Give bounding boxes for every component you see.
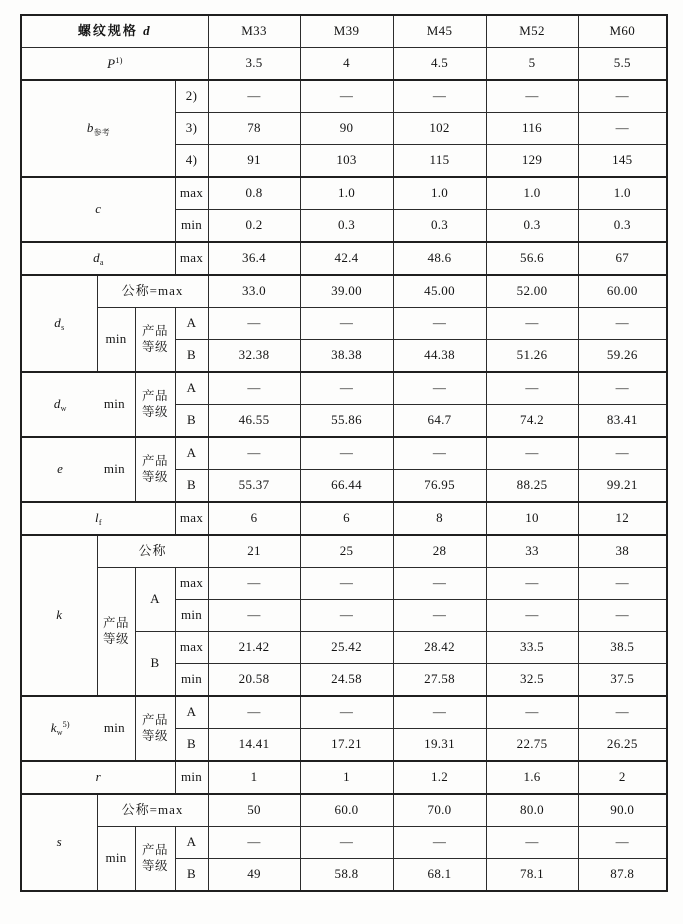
value-cell: 90 — [300, 113, 393, 145]
value-cell: 25 — [300, 535, 393, 568]
param-label-da: $d_a$ — [21, 242, 175, 275]
param-label-r: r — [21, 761, 175, 794]
table-row — [21, 696, 667, 729]
value-cell: 68.1 — [393, 859, 486, 892]
value-cell: 0.3 — [393, 210, 486, 243]
sub-label: max — [175, 177, 208, 210]
value-cell: 0.3 — [578, 210, 667, 243]
value-cell: 116 — [486, 113, 578, 145]
value-cell: — — [486, 308, 578, 340]
value-cell: 1 — [208, 761, 300, 794]
value-cell: — — [300, 568, 393, 600]
value-cell: 88.25 — [486, 470, 578, 503]
spec-col-header: M39 — [300, 15, 393, 48]
value-cell: 6 — [300, 502, 393, 535]
param-label-e: e min — [21, 437, 135, 502]
value-cell: 115 — [393, 145, 486, 178]
value-cell: 5.5 — [578, 48, 667, 81]
value-cell: 56.6 — [486, 242, 578, 275]
value-cell: 90.0 — [578, 794, 667, 827]
table-row — [21, 15, 667, 48]
sub-label-product-grade: 产品 等级 — [135, 308, 175, 373]
value-cell: 32.5 — [486, 664, 578, 697]
param-label-k: k — [21, 535, 97, 696]
value-cell: 21 — [208, 535, 300, 568]
sub-label: A — [175, 308, 208, 340]
value-cell: 48.6 — [393, 242, 486, 275]
sub-label: min — [175, 664, 208, 697]
value-cell: — — [578, 80, 667, 113]
value-cell: 4 — [300, 48, 393, 81]
value-cell: — — [486, 372, 578, 405]
value-cell: 8 — [393, 502, 486, 535]
sub-label: B — [135, 632, 175, 697]
value-cell: 12 — [578, 502, 667, 535]
sub-label: 3) — [175, 113, 208, 145]
value-cell: 83.41 — [578, 405, 667, 438]
value-cell: 1.0 — [486, 177, 578, 210]
sub-label: B — [175, 340, 208, 373]
sub-label-product-grade: 产品 等级 — [135, 437, 175, 502]
table-row — [21, 535, 667, 568]
value-cell: — — [578, 437, 667, 470]
value-cell: — — [393, 80, 486, 113]
value-cell: 87.8 — [578, 859, 667, 892]
value-cell: — — [486, 696, 578, 729]
param-label-ds: $d_s$ — [21, 275, 97, 372]
value-cell: 129 — [486, 145, 578, 178]
value-cell: 2 — [578, 761, 667, 794]
value-cell: 38 — [578, 535, 667, 568]
value-cell: — — [393, 308, 486, 340]
value-cell: 78 — [208, 113, 300, 145]
value-cell: 14.41 — [208, 729, 300, 762]
sub-label: 公称=max — [97, 275, 208, 308]
value-cell: 0.3 — [300, 210, 393, 243]
param-label-s: s — [21, 794, 97, 891]
value-cell: — — [393, 696, 486, 729]
value-cell: 4.5 — [393, 48, 486, 81]
spec-col-header: M52 — [486, 15, 578, 48]
value-cell: 39.00 — [300, 275, 393, 308]
sub-label: min — [97, 827, 135, 892]
value-cell: 3.5 — [208, 48, 300, 81]
value-cell: 1.6 — [486, 761, 578, 794]
table-row — [21, 827, 667, 859]
value-cell: 1.0 — [578, 177, 667, 210]
value-cell: 60.00 — [578, 275, 667, 308]
value-cell: 33.0 — [208, 275, 300, 308]
value-cell: — — [208, 600, 300, 632]
param-label-pitch: $P^{1)}$ — [21, 48, 208, 81]
value-cell: 91 — [208, 145, 300, 178]
value-cell: 66.44 — [300, 470, 393, 503]
value-cell: 36.4 — [208, 242, 300, 275]
value-cell: 145 — [578, 145, 667, 178]
value-cell: — — [486, 568, 578, 600]
value-cell: 33 — [486, 535, 578, 568]
sub-label: A — [135, 568, 175, 632]
spec-col-header: M33 — [208, 15, 300, 48]
sub-label: 4) — [175, 145, 208, 178]
spec-col-header: M60 — [578, 15, 667, 48]
value-cell: 55.86 — [300, 405, 393, 438]
sub-label: max — [175, 502, 208, 535]
value-cell: 46.55 — [208, 405, 300, 438]
value-cell: 37.5 — [578, 664, 667, 697]
value-cell: — — [208, 568, 300, 600]
param-label-b-ref: $b_{参考}$ — [21, 80, 175, 177]
value-cell: 32.38 — [208, 340, 300, 373]
value-cell: — — [393, 372, 486, 405]
spec-table — [20, 14, 668, 892]
value-cell: — — [208, 80, 300, 113]
value-cell: — — [208, 372, 300, 405]
sub-label-product-grade: 产品 等级 — [135, 696, 175, 761]
value-cell: 21.42 — [208, 632, 300, 664]
value-cell: — — [578, 600, 667, 632]
value-cell: 26.25 — [578, 729, 667, 762]
sub-label: 2) — [175, 80, 208, 113]
sub-label: min — [175, 210, 208, 243]
sub-label: min — [175, 761, 208, 794]
value-cell: — — [578, 372, 667, 405]
value-cell: 102 — [393, 113, 486, 145]
value-cell: — — [486, 827, 578, 859]
value-cell: 64.7 — [393, 405, 486, 438]
table-row — [21, 568, 667, 600]
value-cell: 28.42 — [393, 632, 486, 664]
value-cell: — — [300, 80, 393, 113]
value-cell: 38.5 — [578, 632, 667, 664]
value-cell: — — [578, 827, 667, 859]
value-cell: — — [578, 308, 667, 340]
value-cell: — — [208, 696, 300, 729]
value-cell: — — [578, 696, 667, 729]
table-row — [21, 177, 667, 210]
param-label-kw: $k_w^{5)}$ min — [21, 696, 135, 761]
value-cell: — — [208, 437, 300, 470]
value-cell: 6 — [208, 502, 300, 535]
value-cell: 5 — [486, 48, 578, 81]
value-cell: — — [486, 80, 578, 113]
value-cell: — — [300, 600, 393, 632]
value-cell: 51.26 — [486, 340, 578, 373]
value-cell: 10 — [486, 502, 578, 535]
value-cell: 55.37 — [208, 470, 300, 503]
value-cell: 74.2 — [486, 405, 578, 438]
value-cell: — — [300, 696, 393, 729]
value-cell: 44.38 — [393, 340, 486, 373]
sub-label: 公称=max — [97, 794, 208, 827]
value-cell: 0.3 — [486, 210, 578, 243]
sub-label: min — [175, 600, 208, 632]
value-cell: 58.8 — [300, 859, 393, 892]
value-cell: 17.21 — [300, 729, 393, 762]
value-cell: 80.0 — [486, 794, 578, 827]
value-cell: 78.1 — [486, 859, 578, 892]
value-cell: 25.42 — [300, 632, 393, 664]
value-cell: 1.2 — [393, 761, 486, 794]
value-cell: 28 — [393, 535, 486, 568]
value-cell: — — [300, 372, 393, 405]
value-cell: 22.75 — [486, 729, 578, 762]
value-cell: 67 — [578, 242, 667, 275]
sub-label: max — [175, 242, 208, 275]
value-cell: 103 — [300, 145, 393, 178]
param-label-dw: $d_w$ min — [21, 372, 135, 437]
value-cell: 27.58 — [393, 664, 486, 697]
value-cell: — — [578, 568, 667, 600]
sub-label: A — [175, 437, 208, 470]
sub-label-product-grade: 产品 等级 — [135, 372, 175, 437]
table-row — [21, 372, 667, 405]
value-cell: 42.4 — [300, 242, 393, 275]
value-cell: — — [393, 437, 486, 470]
value-cell: — — [208, 308, 300, 340]
value-cell: — — [300, 308, 393, 340]
value-cell: — — [393, 568, 486, 600]
sub-label: max — [175, 568, 208, 600]
value-cell: 52.00 — [486, 275, 578, 308]
value-cell: 1.0 — [300, 177, 393, 210]
table-row — [21, 242, 667, 275]
table-row — [21, 48, 667, 81]
table-row — [21, 794, 667, 827]
table-row — [21, 80, 667, 113]
value-cell: — — [486, 437, 578, 470]
value-cell: 0.8 — [208, 177, 300, 210]
value-cell: 19.31 — [393, 729, 486, 762]
param-label-thread-spec: 螺纹规格 d — [21, 15, 208, 48]
table-row — [21, 437, 667, 470]
value-cell: 24.58 — [300, 664, 393, 697]
value-cell: 99.21 — [578, 470, 667, 503]
value-cell: — — [486, 600, 578, 632]
value-cell: 49 — [208, 859, 300, 892]
value-cell: 50 — [208, 794, 300, 827]
value-cell: 59.26 — [578, 340, 667, 373]
table-row — [21, 761, 667, 794]
value-cell: — — [393, 600, 486, 632]
sub-label: B — [175, 859, 208, 892]
table-row — [21, 502, 667, 535]
sub-label-product-grade: 产品 等级 — [97, 568, 135, 697]
sub-label: A — [175, 696, 208, 729]
value-cell: 1 — [300, 761, 393, 794]
sub-label: 公称 — [97, 535, 208, 568]
param-label-c: c — [21, 177, 175, 242]
sub-label: B — [175, 470, 208, 503]
value-cell: 0.2 — [208, 210, 300, 243]
value-cell: — — [578, 113, 667, 145]
table-row — [21, 275, 667, 308]
value-cell: 60.0 — [300, 794, 393, 827]
value-cell: 76.95 — [393, 470, 486, 503]
value-cell: 45.00 — [393, 275, 486, 308]
value-cell: — — [300, 827, 393, 859]
sub-label: B — [175, 405, 208, 438]
sub-label: max — [175, 632, 208, 664]
table-row — [21, 308, 667, 340]
sub-label-product-grade: 产品 等级 — [135, 827, 175, 892]
sub-label: A — [175, 372, 208, 405]
value-cell: 70.0 — [393, 794, 486, 827]
value-cell: — — [393, 827, 486, 859]
value-cell: — — [208, 827, 300, 859]
value-cell: 20.58 — [208, 664, 300, 697]
value-cell: 38.38 — [300, 340, 393, 373]
value-cell: — — [300, 437, 393, 470]
value-cell: 33.5 — [486, 632, 578, 664]
value-cell: 1.0 — [393, 177, 486, 210]
sub-label: B — [175, 729, 208, 762]
spec-col-header: M45 — [393, 15, 486, 48]
sub-label: A — [175, 827, 208, 859]
param-label-lf: $l_f$ — [21, 502, 175, 535]
sub-label: min — [97, 308, 135, 373]
